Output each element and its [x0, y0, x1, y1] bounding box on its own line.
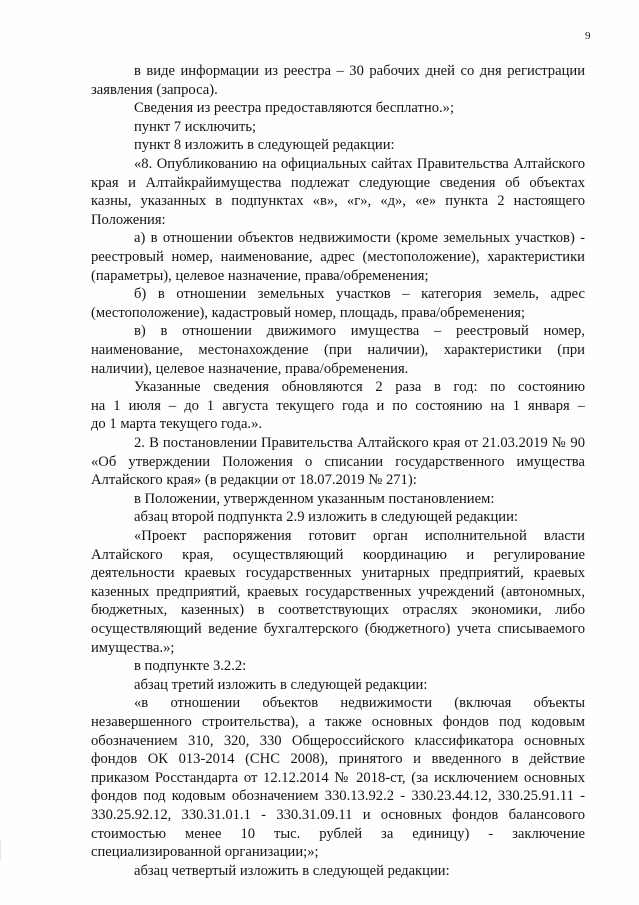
- scan-edge-mark: [0, 840, 1, 860]
- text-line: абзац третий изложить в следующей редакции:: [134, 676, 428, 693]
- text-line: деятельности краевых государственных унитарных предприятий, краевых: [91, 565, 585, 582]
- text-line: незавершенного строительства), а также основных фондов под кодовым: [91, 714, 585, 730]
- text-line: (параметры), целевое назначение, права/обременения;: [91, 267, 429, 284]
- text-line: Алтайского края, осуществляющий координацию и регулирование: [91, 546, 585, 563]
- text-line: стоимостью менее 10 тыс. рублей за единицу) - заключение: [91, 825, 585, 842]
- text-line: абзац второй подпункта 2.9 изложить в следующей редакции:: [134, 509, 518, 526]
- text-line: «Проект распоряжения готовит орган исполнительной власти: [134, 528, 585, 544]
- text-line: края и Алтайкрайимущества подлежат следующие сведения об объектах: [91, 174, 585, 191]
- text-line: б) в отношении земельных участков – категория земель, адрес: [134, 286, 585, 303]
- text-line: пункт 7 исключить;: [134, 118, 257, 135]
- text-line: 2. В постановлении Правительства Алтайского края от 21.03.2019 № 90: [134, 435, 585, 451]
- text-line: Алтайского края» (в редакции от 18.07.2019 № 271):: [91, 472, 417, 489]
- text-line: казны, указанных в подпунктах «в», «г», «д», «е» пункта 2 настоящего: [91, 193, 585, 210]
- text-line: в Положении, утвержденном указанным постановлением:: [134, 490, 495, 507]
- text-line: фондов ОК 013-2014 (СНС 2008), принятого и введенного в действие: [91, 751, 585, 768]
- text-line: на 1 июля – до 1 августа текущего года и по состоянию на 1 января –: [91, 397, 585, 414]
- text-line: до 1 марта текущего года.».: [91, 416, 263, 433]
- text-line: специализированной организации;»;: [91, 844, 319, 861]
- text-line: наименование, местонахождение (при наличии), характеристики (при: [91, 342, 585, 358]
- text-line: в виде информации из реестра – 30 рабочих дней со дня регистрации: [134, 63, 585, 79]
- text-line: пункт 8 изложить в следующей редакции:: [134, 137, 395, 154]
- text-line: «Об утверждении Положения о списании государственного имущества: [91, 453, 585, 470]
- text-line: имущества.»;: [91, 639, 175, 656]
- text-line: обозначением 310, 320, 330 Общероссийского классификатора основных: [91, 732, 585, 749]
- text-line: бюджетных, казенных) в соответствующих отраслях экономики, либо: [91, 602, 585, 619]
- text-line: наличии), целевое назначение, права/обременения.: [91, 360, 409, 377]
- text-line: а) в отношении объектов недвижимости (кроме земельных участков) -: [134, 230, 585, 247]
- text-line: фондов под кодовым обозначением 330.13.92.2 - 330.23.44.12, 330.25.91.11 -: [91, 788, 585, 805]
- text-line: (местоположение), кадастровый номер, площадь, права/обременения;: [91, 304, 525, 321]
- text-line: приказом Росстандарта от 12.12.2014 № 2018-ст, (за исключением основных: [91, 769, 585, 786]
- text-line: осуществляющий ведение бухгалтерского (бюджетного) учета списываемого: [91, 621, 585, 637]
- text-line: в подпункте 3.2.2:: [134, 658, 247, 675]
- text-line: реестровый номер, наименование, адрес (местоположение), характеристики: [91, 249, 585, 265]
- text-line: казенных предприятий, краевых государственных учреждений (автономных,: [91, 583, 585, 600]
- text-line: заявления (запроса).: [91, 81, 218, 98]
- text-line: «в отношении объектов недвижимости (включая объекты: [134, 695, 585, 712]
- text-line: Положения:: [91, 211, 166, 228]
- text-line: в) в отношении движимого имущества – реестровый номер,: [134, 323, 585, 340]
- text-line: Сведения из реестра предоставляются бесплатно.»;: [134, 100, 455, 117]
- text-line: 330.25.92.12, 330.31.01.1 - 330.31.09.11 и основных фондов балансового: [91, 807, 585, 823]
- page-number: 9: [585, 30, 591, 42]
- text-line: «8. Опубликованию на официальных сайтах Правительства Алтайского: [134, 156, 585, 172]
- text-line: Указанные сведения обновляются 2 раза в год: по состоянию: [134, 379, 585, 396]
- text-line: абзац четвертый изложить в следующей редакции:: [134, 862, 450, 879]
